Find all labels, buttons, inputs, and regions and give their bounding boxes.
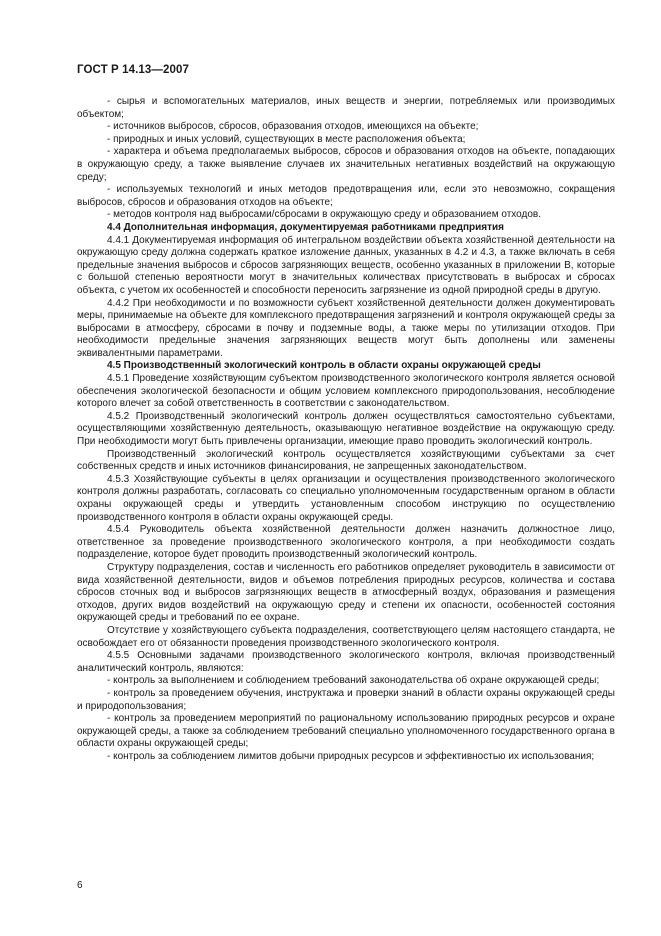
paragraph: 4.5.3 Хозяйствующие субъекты в целях организации и осуществления производственного экологического контроля должны разработать, согласовать со специально уполномоченным государственным органом в области охраны окружающей среды и утвердить установленным способом инструкцию по осуществлению производственного контроля в области охраны окружающей среды. [77, 473, 615, 523]
paragraph: Производственный экологический контроль осуществляется хозяйствующими субъектами за счет собственных средств и иных источников финансирования, не запрещенных законодательством. [77, 448, 615, 473]
paragraph: Отсутствие у хозяйствующего субъекта подразделения, соответствующего целям настоящего стандарта, не освобождает его от обязанности проведения производственного экологического контроля. [77, 624, 615, 649]
paragraph: - характера и объема предполагаемых выбросов, сбросов и образования отходов на объекте, попадающих в окружающую среду, а также выявление случаев их значительных негативных воздействий на окружающую среду; [77, 146, 615, 183]
paragraph: Структуру подразделения, состав и численность его работников определяет руководитель в зависимости от вида хозяйственной деятельности, видов и объемов потребления природных ресурсов, количества и состава сбросов сточных вод и выбросов загрязняющих веществ в атмосферный воздух, образования и размещения отходов, других видов воздействий на окружающую среду и степени их опасности, особенностей состояния окружающей среды и требований по ее охране. [77, 561, 615, 624]
paragraph: 4.4.1 Документируемая информация об интегральном воздействии объекта хозяйственной деятельности на окружающую среду должна содержать краткое изложение данных, указанных в 4.2 и 4.3, а также включать в себя предельные значения выбросов и сбросов загрязняющих веществ, особенно указанных в приложении В, которые с большой степенью вероятности могут в значительных количествах присутствовать в выбросах и сбросах объекта, с учетом их особенностей и способности переносить загрязнение из одной природной среды в другую. [77, 234, 615, 296]
paragraph: - контроль за проведением обучения, инструктажа и проверки знаний в области охраны окружающей среды и природопользования; [77, 687, 615, 712]
paragraph: 4.4.2 При необходимости и по возможности субъект хозяйственной деятельности должен документировать меры, принимаемые на объекте для комплексного предотвращения загрязнений и контроля окружающей среды за выбросами в атмосферу, сбросами в почву и подземные воды, а также меры по утилизации отходов. При необходимости предельные значения загрязняющих веществ могут быть дополнены или заменены эквивалентными параметрами. [77, 297, 615, 359]
section-heading: 4.5 Производственный экологический контроль в области охраны окружающей среды [107, 360, 541, 372]
section-heading: 4.4 Дополнительная информация, документируемая работниками предприятия [107, 221, 505, 233]
paragraph: - контроль за соблюдением лимитов добычи природных ресурсов и эффективностью их использования; [107, 750, 595, 762]
paragraph: 4.5.4 Руководитель объекта хозяйственной деятельности должен назначить должностное лицо, ответственное за проведение производственного экологического контроля, а при необходимости создать подразделение, которое будет проводить производственный экологический контроль. [77, 524, 615, 561]
paragraph: - источников выбросов, сбросов, образования отходов, имеющихся на объекте; [107, 121, 479, 133]
paragraph: 4.5.1 Проведение хозяйствующим субъектом производственного экологического контроля является основой обеспечения экологической безопасности и общим условием комплексного природопользования, несоблюдение которого влечет за собой ответственность в соответствии с законодательством. [77, 373, 615, 410]
paragraph: - методов контроля над выбросами/сбросами в окружающую среду и образованием отходов. [107, 209, 541, 221]
page-number: 6 [77, 880, 83, 891]
paragraph: - природных и иных условий, существующих в месте расположения объекта; [107, 133, 466, 145]
paragraph: 4.5.2 Производственный экологический контроль должен осуществляться самостоятельно субъектами, осуществляющими хозяйственную деятельность, оказывающую негативное воздействие на окружающую среду. При необходимости могут быть привлечены организации, имеющие право проводить экологический контроль. [77, 410, 615, 448]
paragraph: - используемых технологий и иных методов предотвращения или, если это невозможно, сокращения выбросов, сбросов и образования отходов на объекте; [77, 184, 615, 208]
paragraph: - контроль за проведением мероприятий по рациональному использованию природных ресурсов и охране окружающей среды, а также за соблюдением требований специально уполномоченного государственного органа в области охраны окружающей среды; [77, 713, 615, 750]
paragraph: - сырья и вспомогательных материалов, иных веществ и энергии, потребляемых или производимых объектом; [77, 96, 615, 120]
paragraph: 4.5.5 Основными задачами производственного экологического контроля, включая производственный аналитический контроль, являются: [77, 650, 615, 674]
paragraph: - контроль за выполнением и соблюдением требований законодательства об охране окружающей среды; [107, 675, 600, 687]
document-body [77, 96, 615, 763]
document-header: ГОСТ Р 14.13—2007 [77, 64, 189, 76]
